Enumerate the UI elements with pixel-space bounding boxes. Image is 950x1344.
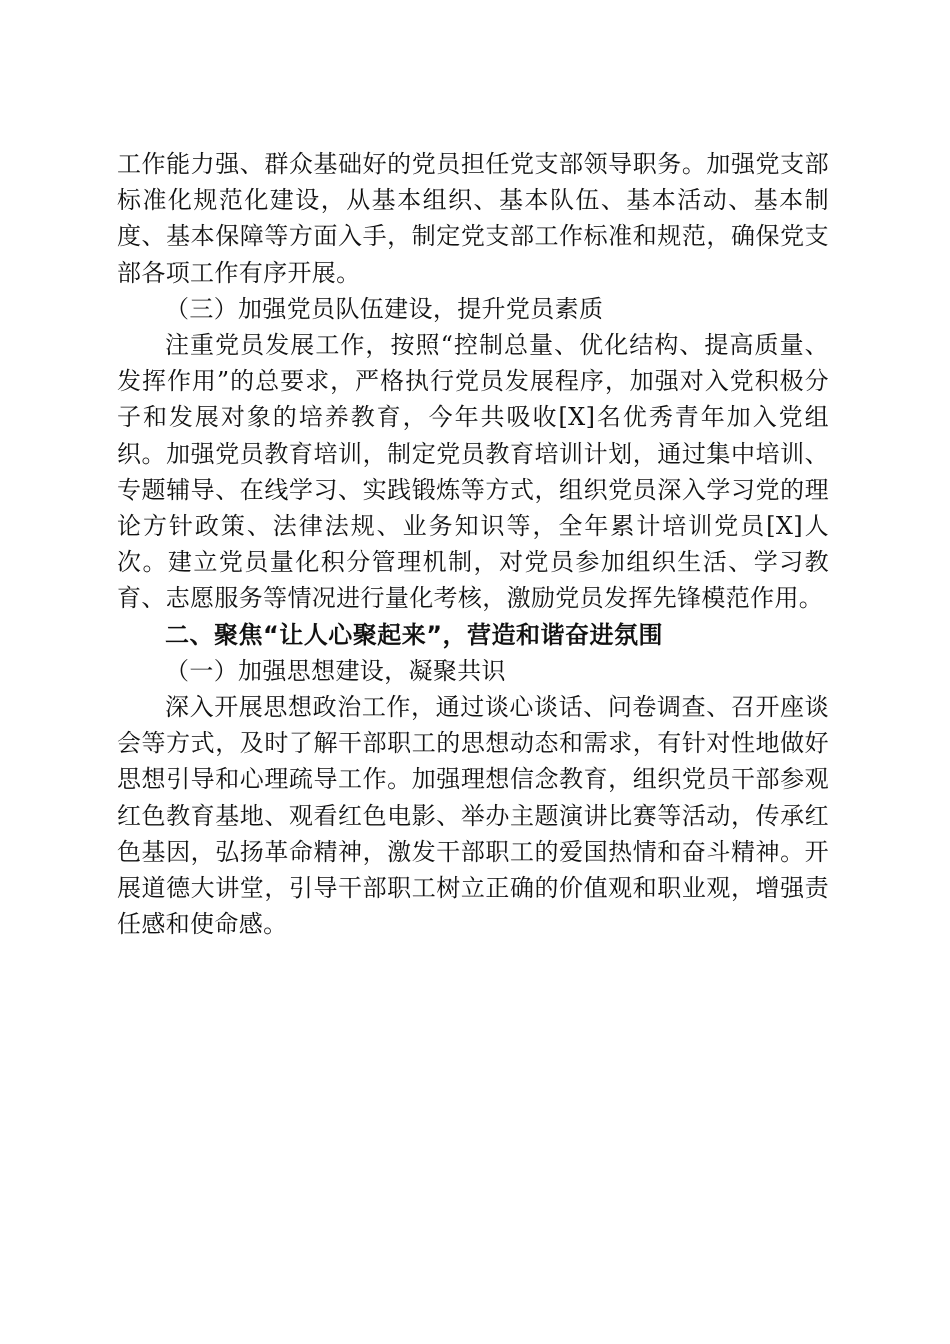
paragraph-party-member-development: 注重党员发展工作，按照“控制总量、优化结构、提高质量、发挥作用”的总要求，严格执行党员发展程序，加强对入党积极分子和发展对象的培养教育，今年共吸收[X]名优秀青年加入党组织。加强党员教育培训，制定党员教育培训计划，通过集中培训、专题辅导、在线学习、实践锻炼等方式，组织党员深入学习党的理论方针政策、法律法规、业务知识等，全年累计培训党员[X]人次。建立党员量化积分管理机制，对党员参加组织生活、学习教育、志愿服务等情况进行量化考核，激励党员发挥先锋模范作用。 (117, 331, 829, 613)
subheading-party-member-team: （三）加强党员队伍建设，提升党员素质 (165, 294, 604, 323)
paragraph-continuation: 工作能力强、群众基础好的党员担任党支部领导职务。加强党支部标准化规范化建设，从基本组织、基本队伍、基本活动、基本制度、基本保障等方面入手，制定党支部工作标准和规范，确保党支部各项工作有序开展。 (117, 150, 829, 287)
paragraph-ideological-work: 深入开展思想政治工作，通过谈心谈话、问卷调查、召开座谈会等方式，及时了解干部职工的思想动态和需求，有针对性地做好思想引导和心理疏导工作。加强理想信念教育，组织党员干部参观红色教育基地、观看红色电影、举办主题演讲比赛等活动，传承红色基因，弘扬革命精神，激发干部职工的爱国热情和奋斗精神。开展道德大讲堂，引导干部职工树立正确的价值观和职业观，增强责任感和使命感。 (117, 693, 829, 939)
document-page (117, 146, 829, 942)
section-heading-two: 二、聚焦“让人心聚起来”，营造和谐奋进氛围 (165, 620, 664, 649)
subheading-ideological-building: （一）加强思想建设，凝聚共识 (165, 656, 506, 685)
